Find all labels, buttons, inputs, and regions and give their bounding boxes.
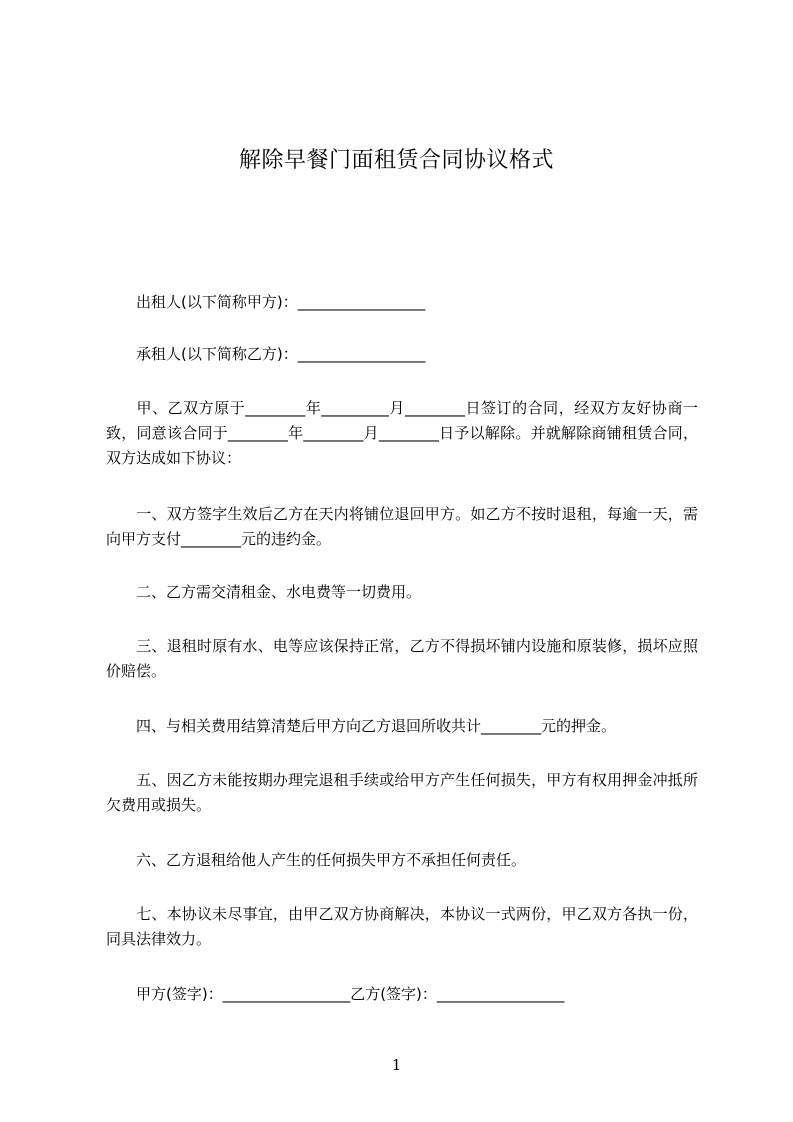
clause-1 bbox=[106, 502, 698, 552]
clause-5 bbox=[106, 768, 698, 818]
clause-2-text: 二、乙方需交清租金、水电费等一切费用。 bbox=[136, 583, 422, 601]
clause-5-text: 五、因乙方未能按期办理完退租手续或给甲方产生任何损失，甲方有权用押金冲抵所欠费用或损失。 bbox=[106, 771, 698, 814]
preamble-text: 甲、乙双方原于________年_________月________日签订的合同，经双方友好协商一致，同意该合同于________年________月________日予以解除。并就解除商铺租赁合同，双方达成如下协议： bbox=[106, 399, 698, 467]
clause-3 bbox=[106, 634, 698, 684]
clause-1-text: 一、双方签字生效后乙方在天内将铺位退回甲方。如乙方不按时退租，每逾一天，需向甲方支付________元的违约金。 bbox=[106, 505, 698, 548]
lessor-line bbox=[106, 290, 698, 315]
page-number: 1 bbox=[391, 1056, 402, 1074]
clause-6-text: 六、乙方退租给他人产生的任何损失甲方不承担任何责任。 bbox=[136, 851, 527, 869]
clause-3-text: 三、退租时原有水、电等应该保持正常，乙方不得损坏铺内设施和原装修，损坏应照价赔偿。 bbox=[106, 637, 698, 680]
clause-7-text: 七、本协议未尽事宜，由甲乙双方协商解决，本协议一式两份，甲乙双方各执一份，同具法律效力。 bbox=[106, 905, 698, 948]
lessor-text: 出租人(以下简称甲方)：_________________ bbox=[136, 293, 426, 311]
lessee-text: 承租人(以下简称乙方)：_________________ bbox=[136, 345, 426, 363]
clause-4-text: 四、与相关费用结算清楚后甲方向乙方退回所收共计________元的押金。 bbox=[136, 717, 617, 735]
document-title: 解除早餐门面租赁合同协议格式 bbox=[238, 148, 554, 173]
clause-4 bbox=[106, 714, 698, 739]
preamble-paragraph bbox=[106, 396, 698, 471]
signature-text: 甲方(签字)：_________________乙方(签字)：_________________ bbox=[136, 985, 565, 1003]
clause-2 bbox=[106, 580, 698, 605]
signature-line bbox=[106, 982, 698, 1007]
clause-7 bbox=[106, 902, 698, 952]
lessee-line bbox=[106, 342, 698, 367]
clause-6 bbox=[106, 848, 698, 873]
